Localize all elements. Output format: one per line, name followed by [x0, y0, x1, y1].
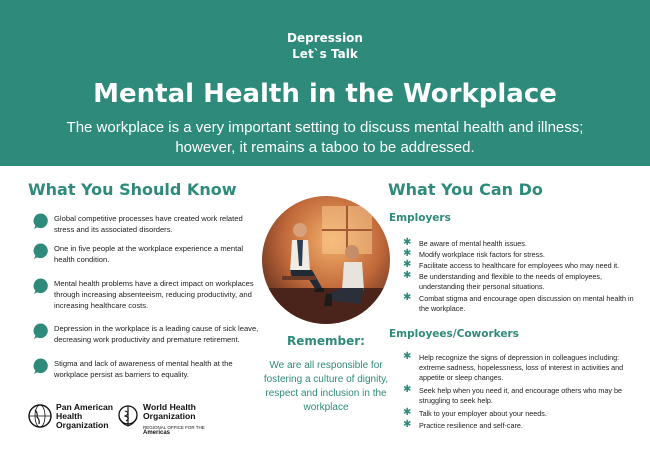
star-icon: ✱ — [403, 419, 412, 430]
campaign-label — [0, 30, 650, 62]
employer-action-text: Combat stigma and encourage open discussion on mental health in the workplace. — [419, 294, 634, 313]
page-title: Mental Health in the Workplace — [93, 79, 557, 109]
remember-text: We are all responsible for fostering a culture of dignity, respect and inclusion in the workplace — [263, 360, 389, 413]
who-regional-label: REGIONAL OFFICE FOR THE Americas — [143, 425, 205, 436]
employers-title: Employers — [389, 212, 451, 224]
speech-bubble-icon — [33, 323, 49, 339]
know-item-text: Global competitive processes have created work related stress and its associated disorders. — [54, 214, 243, 234]
who-emblem-icon — [116, 404, 140, 428]
speech-bubble-icon — [33, 243, 49, 259]
employee-action-text: Seek help when you need it, and encourage others who may be struggling to seek help. — [419, 386, 622, 405]
speech-bubble-icon — [33, 278, 49, 294]
page-subtitle: The workplace is a very important setting to discuss mental health and illness; however, it remains a taboo to be addressed. — [66, 119, 584, 156]
know-item-text: Mental health problems have a direct impact on workplaces through increasing absenteeism, reducing productivity, and increasing healthcare costs. — [54, 279, 254, 310]
employee-action-text: Practice resilience and self-care. — [419, 421, 523, 430]
know-item-text: Stigma and lack of awareness of mental health at the workplace persist as barriers to equality. — [54, 359, 233, 379]
star-icon: ✱ — [403, 384, 412, 395]
star-icon: ✱ — [403, 351, 412, 362]
who-name: World Health Organization — [143, 402, 196, 421]
who-logo — [116, 402, 206, 436]
star-icon: ✱ — [403, 407, 412, 418]
employer-action-text: Be aware of mental health issues. — [419, 239, 527, 248]
coworkers-illustration — [262, 196, 390, 324]
star-icon: ✱ — [403, 292, 412, 303]
employer-action-text: Facilitate access to healthcare for employees who may need it. — [419, 261, 620, 270]
globe-emblem-icon — [28, 404, 52, 428]
do-section-title: What You Can Do — [388, 180, 543, 199]
coworkers-photo — [262, 196, 390, 324]
campaign-line-1: Depression — [287, 31, 363, 45]
paho-name: Pan American Health Organization — [56, 402, 113, 430]
remember-title: Remember: — [287, 334, 365, 348]
employee-action-text: Help recognize the signs of depression in colleagues including: extreme sadness, hopelessness, loss of interest in activities and appetite or sleep changes. — [419, 353, 624, 382]
star-icon: ✱ — [403, 248, 412, 259]
employer-action-text: Be understanding and flexible to the needs of employees, understanding their personal situations. — [419, 272, 603, 291]
know-section-title: What You Should Know — [28, 180, 237, 199]
employees-title: Employees/Coworkers — [389, 328, 519, 340]
star-icon: ✱ — [403, 259, 412, 270]
speech-bubble-icon — [33, 213, 49, 229]
speech-bubble-icon — [33, 358, 49, 374]
know-item-text: Depression in the workplace is a leading cause of sick leave, decreasing work productivity and premature retirement. — [54, 324, 259, 344]
star-icon: ✱ — [403, 270, 412, 281]
paho-logo — [28, 403, 118, 431]
campaign-line-2: Let`s Talk — [292, 47, 358, 61]
star-icon: ✱ — [403, 237, 412, 248]
know-item-text: One in five people at the workplace experience a mental health condition. — [54, 244, 244, 264]
employee-action-text: Talk to your employer about your needs. — [419, 409, 547, 418]
employer-action-text: Modify workplace risk factors for stress. — [419, 250, 545, 259]
header-banner — [0, 0, 650, 166]
